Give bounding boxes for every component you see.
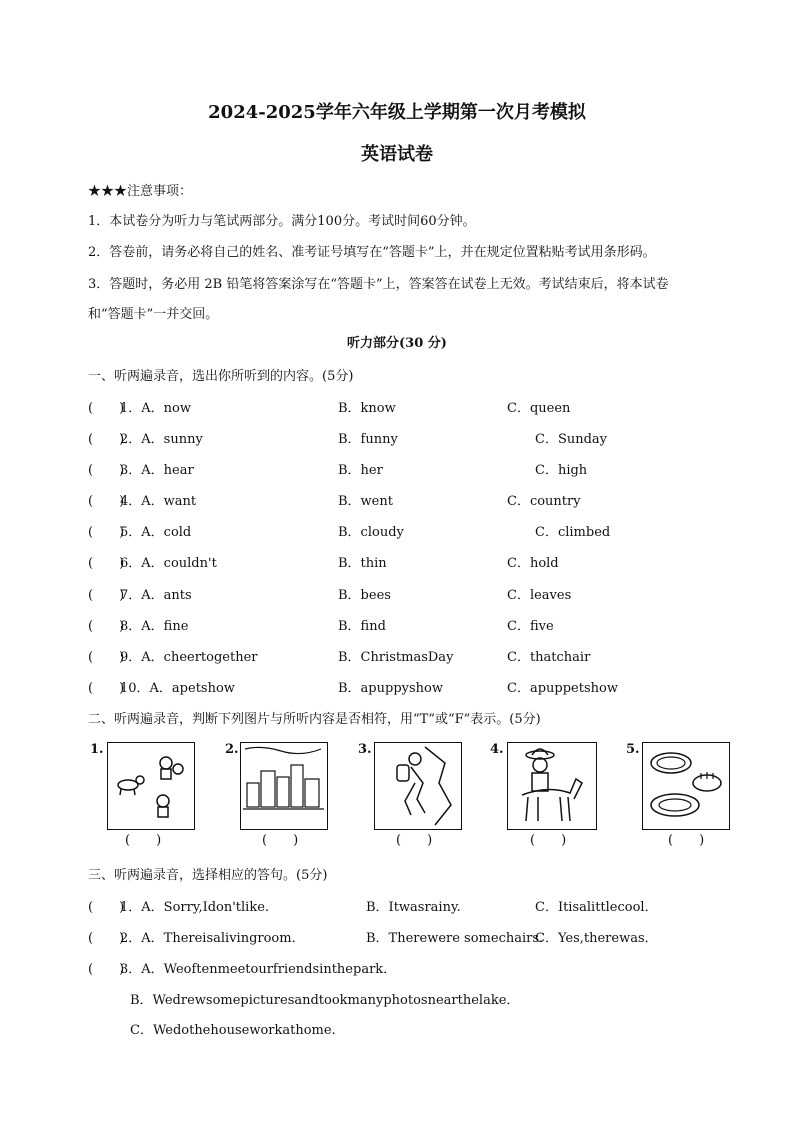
option-a: 10．A．apetshow xyxy=(120,681,235,696)
option-c: C．thatchair xyxy=(507,650,591,665)
option-c: C．Itisalittlecool． xyxy=(535,900,658,915)
exam-title: 2024-2025学年六年级上学期第一次月考模拟 xyxy=(208,102,586,123)
answer-paren[interactable]: ( ) xyxy=(88,525,125,540)
cowboy-horse-picture xyxy=(507,742,597,830)
option-a: 9．A．cheertogether xyxy=(120,650,258,665)
answer-paren[interactable]: ( ) xyxy=(88,401,125,416)
option-b: B．Therewere somechairs. xyxy=(366,931,544,946)
answer-paren[interactable]: ( ) xyxy=(88,619,125,634)
option-c: C．apuppetshow xyxy=(507,681,618,696)
section2-heading: 二、听两遍录音，判断下列图片与所听内容是否相符，用“T”或“F”表示。(5分) xyxy=(88,712,541,727)
option-a: 1．A．now xyxy=(120,401,191,416)
option-b: B．know xyxy=(338,401,396,416)
answer-paren[interactable]: ( ) xyxy=(88,463,125,478)
option-c: C．Yes,therewas． xyxy=(535,931,658,946)
option-a: 8．A．fine xyxy=(120,619,189,634)
option-a: 3．A．hear xyxy=(120,463,194,478)
option-b: B．find xyxy=(338,619,386,634)
option-b: B．Wedrewsomepicturesandtookmanyphotosnearthelake． xyxy=(130,993,520,1008)
option-b: B．went xyxy=(338,494,393,509)
notice-item: 3．答题时，务必用 2B 铅笔将答案涂写在“答题卡”上，答案答在试卷上无效。考试结束后，将本试卷 xyxy=(88,277,669,292)
answer-paren[interactable]: ( ) xyxy=(88,556,125,571)
option-c: C．hold xyxy=(507,556,559,571)
option-b: B．funny xyxy=(338,432,398,447)
option-a: 7．A．ants xyxy=(120,588,192,603)
answer-paren[interactable]: ( ) xyxy=(668,833,705,848)
listening-title: 听力部分(30 分) xyxy=(347,336,447,351)
answer-paren[interactable]: ( ) xyxy=(88,650,125,665)
notice-heading: ★★★注意事项： xyxy=(88,184,193,199)
answer-paren[interactable]: ( ) xyxy=(125,833,162,848)
picture-number: 5. xyxy=(626,742,640,757)
option-a: 5．A．cold xyxy=(120,525,192,540)
answer-paren[interactable]: ( ) xyxy=(88,962,125,977)
answer-paren[interactable]: ( ) xyxy=(530,833,567,848)
option-b: B．cloudy xyxy=(338,525,404,540)
picture-number: 2. xyxy=(225,742,239,757)
picture-number: 1. xyxy=(90,742,104,757)
food-plates-picture xyxy=(642,742,730,830)
answer-paren[interactable]: ( ) xyxy=(88,588,125,603)
notice-item: 1．本试卷分为听力与笔试两部分。满分100分。考试时间60分钟。 xyxy=(88,214,476,229)
option-c: C．high xyxy=(535,463,588,478)
answer-paren[interactable]: ( ) xyxy=(88,681,125,696)
option-c: C．Wedothehouseworkathome. xyxy=(130,1023,336,1038)
section1-heading: 一、听两遍录音，选出你所听到的内容。(5分) xyxy=(88,369,354,384)
option-c: C．five xyxy=(507,619,554,634)
city-skyline-picture xyxy=(240,742,328,830)
option-c: C．climbed xyxy=(535,525,611,540)
notice-item: 和“答题卡”一并交回。 xyxy=(88,307,219,322)
exam-subtitle: 英语试卷 xyxy=(361,144,433,165)
picture-number: 4. xyxy=(490,742,504,757)
option-a: 4．A．want xyxy=(120,494,197,509)
option-a: 3．A．Weoftenmeetourfriendsinthepark． xyxy=(120,962,397,977)
option-c: C．queen xyxy=(507,401,571,416)
option-b: B．her xyxy=(338,463,383,478)
answer-paren[interactable]: ( ) xyxy=(88,432,125,447)
option-a: 2．A．sunny xyxy=(120,432,203,447)
notice-item: 2．答卷前，请务必将自己的姓名、准考证号填写在“答题卡”上，并在规定位置粘贴考试用条形码。 xyxy=(88,245,656,260)
answer-paren[interactable]: ( ) xyxy=(88,900,125,915)
option-c: C．Sunday xyxy=(535,432,608,447)
section3-heading: 三、听两遍录音，选择相应的答句。(5分) xyxy=(88,868,328,883)
option-b: B．thin xyxy=(338,556,387,571)
answer-paren[interactable]: ( ) xyxy=(88,494,125,509)
option-b: B．Itwasrainy. xyxy=(366,900,461,915)
option-c: C．country xyxy=(507,494,581,509)
answer-paren[interactable]: ( ) xyxy=(262,833,299,848)
option-a: 1．A．Sorry,Idon'tlike. xyxy=(120,900,270,915)
option-a: 2．A．Thereisalivingroom． xyxy=(120,931,305,946)
climber-picture xyxy=(374,742,462,830)
option-b: B．ChristmasDay xyxy=(338,650,454,665)
option-b: B．apuppyshow xyxy=(338,681,443,696)
animals-picture xyxy=(107,742,195,830)
option-b: B．bees xyxy=(338,588,391,603)
option-a: 6．A．couldn't xyxy=(120,556,217,571)
picture-number: 3. xyxy=(358,742,372,757)
option-c: C．leaves xyxy=(507,588,572,603)
answer-paren[interactable]: ( ) xyxy=(396,833,433,848)
answer-paren[interactable]: ( ) xyxy=(88,931,125,946)
